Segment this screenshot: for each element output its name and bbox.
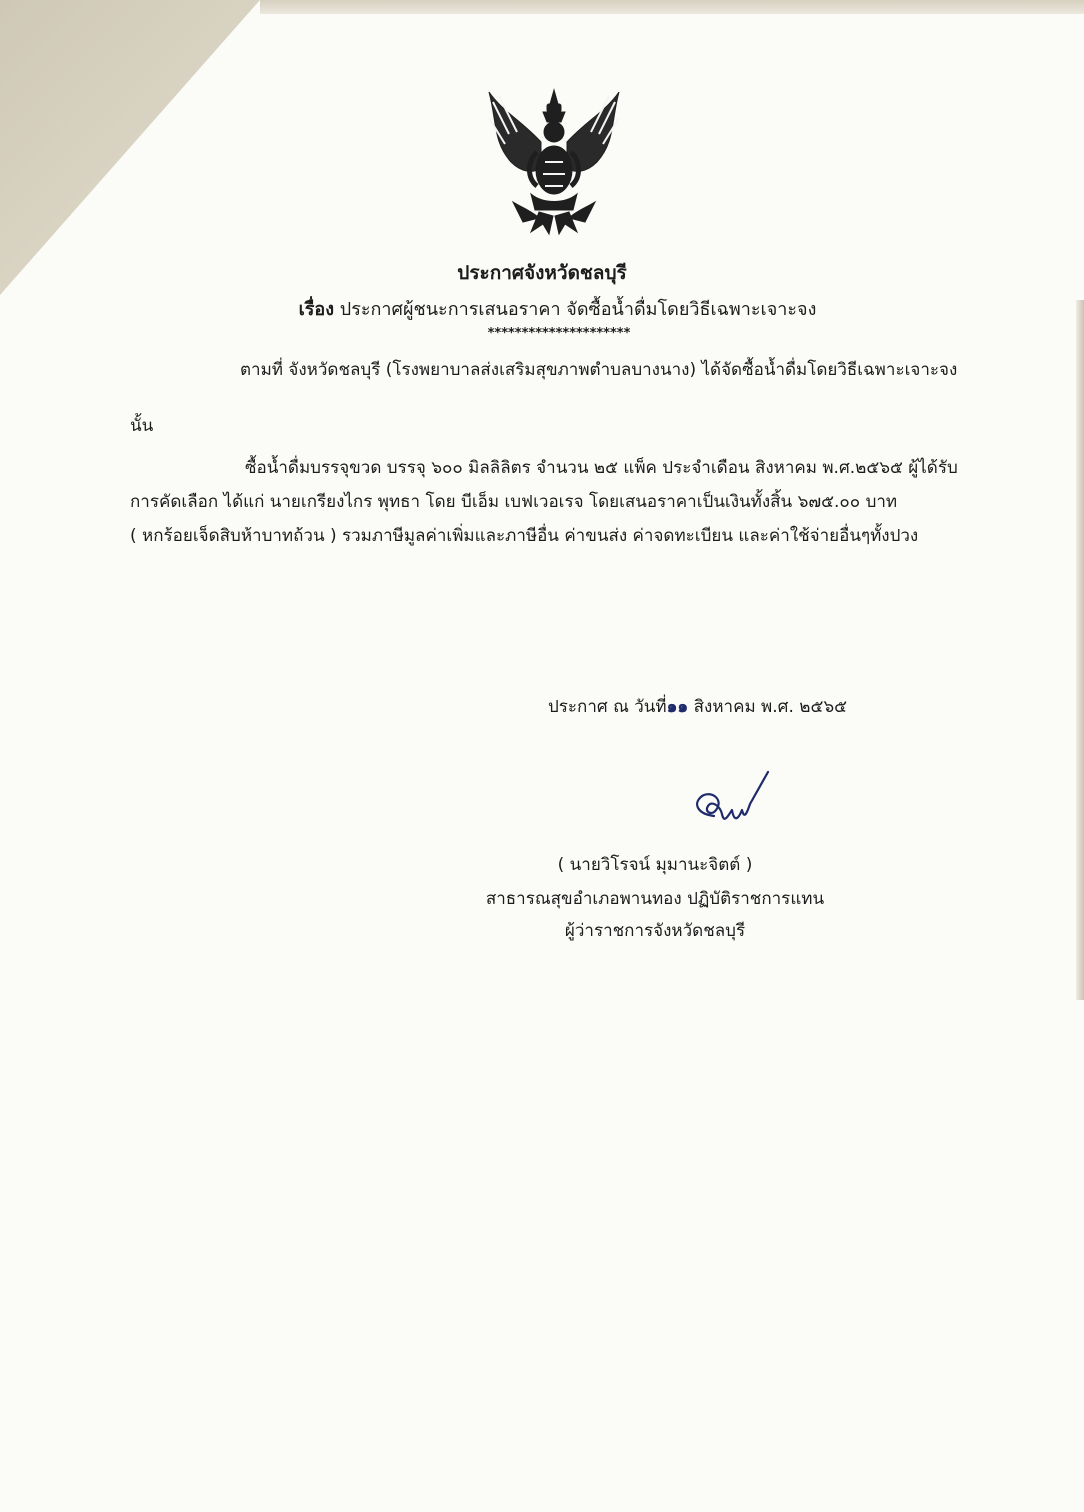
paragraph-2-line-2: การคัดเลือก ได้แก่ นายเกรียงไกร พุทธา โดย บีเอ็ม เบฟเวอเรจ โดยเสนอราคาเป็นเงินทั้งสิ้น ๖๗๕.๐๐ บาท: [130, 492, 898, 512]
announce-date: [548, 693, 847, 720]
announcement-subject: [0, 294, 1084, 323]
signature-icon: [684, 770, 774, 842]
subject-label: เรื่อง: [298, 299, 335, 320]
announcement-title: ประกาศจังหวัดชลบุรี: [457, 262, 627, 284]
announce-prefix: ประกาศ ณ วันที่: [548, 697, 667, 717]
page-top-edge: [260, 0, 1084, 14]
announce-day: ๑๑: [666, 697, 689, 717]
garuda-emblem-icon: [483, 82, 625, 238]
paragraph-1-line-1: ตามที่ จังหวัดชลบุรี (โรงพยาบาลส่งเสริมสุขภาพตำบลบางนาง) ได้จัดซื้อน้ำดื่มโดยวิธีเฉพาะเจาะจง: [240, 360, 958, 380]
signatory-name: ( นายวิโรจน์ มุมานะจิตต์ ): [557, 855, 753, 875]
folded-corner: [0, 0, 300, 300]
paragraph-1-line-2: นั้น: [130, 416, 154, 436]
title-separator: *********************: [487, 326, 631, 341]
paragraph-2-line-1: ซื้อน้ำดื่มบรรจุขวด บรรจุ ๖๐๐ มิลลิลิตร จำนวน ๒๕ แพ็ค ประจำเดือน สิงหาคม พ.ศ.๒๕๖๕ ผู้ได้รับ: [245, 458, 958, 478]
signatory-title: ผู้ว่าราชการจังหวัดชลบุรี: [564, 921, 746, 941]
signatory-position: สาธารณสุขอำเภอพานทอง ปฏิบัติราชการแทน: [485, 889, 825, 909]
page-right-edge: [1076, 300, 1084, 1000]
announce-month-year: สิงหาคม พ.ศ. ๒๕๖๕: [688, 697, 847, 717]
paragraph-2-line-3: ( หกร้อยเจ็ดสิบห้าบาทถ้วน ) รวมภาษีมูลค่าเพิ่มและภาษีอื่น ค่าขนส่ง ค่าจดทะเบียน และค่าใช้จ่ายอื่นๆทั้งปวง: [130, 526, 919, 546]
subject-text: ประกาศผู้ชนะการเสนอราคา จัดซื้อน้ำดื่มโดยวิธีเฉพาะเจาะจง: [339, 299, 817, 320]
